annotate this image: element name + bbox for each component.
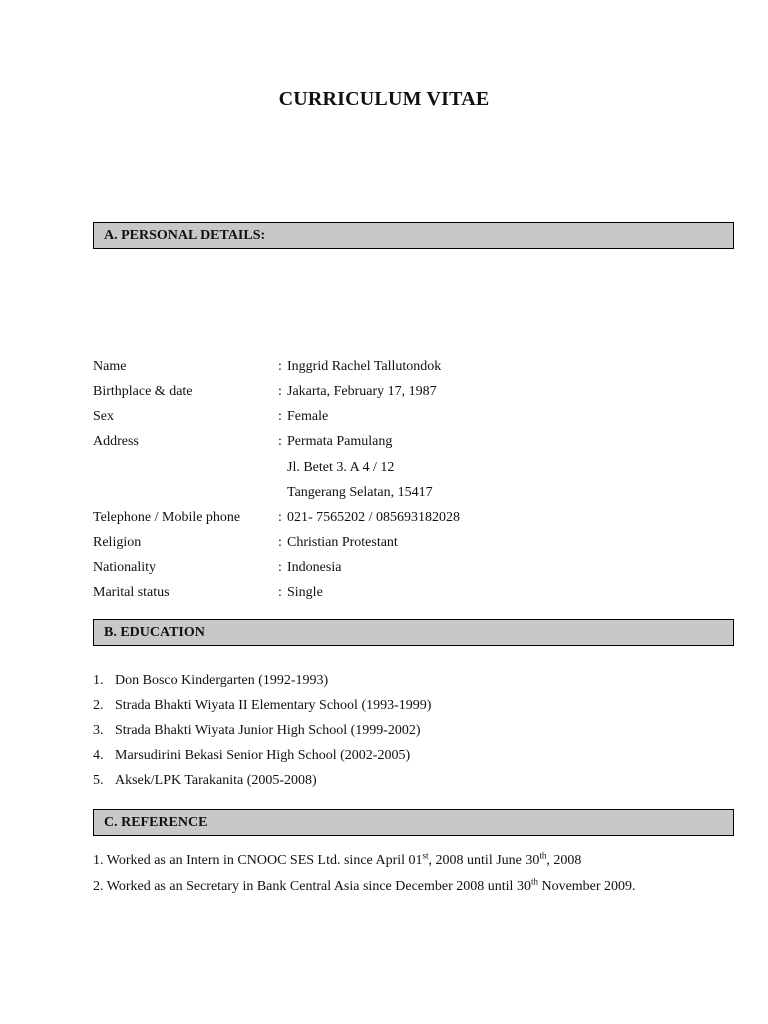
reference-item — [93, 874, 677, 900]
detail-value: Christian Protestant — [287, 535, 398, 550]
detail-row-address — [93, 431, 743, 453]
detail-label: Telephone / Mobile phone — [93, 510, 241, 525]
reference-text: , 2008 until June 30 — [428, 853, 540, 868]
list-number: 1. — [93, 673, 104, 688]
detail-row-phone — [93, 507, 743, 529]
detail-separator: : — [278, 434, 282, 449]
list-number: 2. — [93, 698, 104, 713]
detail-row-name — [93, 356, 743, 378]
detail-value: 021- 7565202 / 085693182028 — [287, 510, 461, 525]
section-title: C. REFERENCE — [104, 815, 208, 830]
detail-row-marital — [93, 582, 743, 604]
section-title: A. PERSONAL DETAILS: — [104, 228, 266, 243]
detail-value: Single — [287, 585, 323, 600]
address-line: Permata Pamulang — [287, 434, 393, 449]
address-line: Tangerang Selatan, 15417 — [287, 485, 433, 500]
section-header-personal-details — [93, 222, 734, 249]
detail-separator: : — [278, 585, 282, 600]
detail-row-birth — [93, 381, 743, 403]
reference-text: November 2009. — [537, 879, 636, 894]
detail-row-address-2 — [93, 457, 743, 479]
ordinal-suffix: th — [539, 850, 547, 861]
list-number: 3. — [93, 723, 104, 738]
reference-text: , 2008 — [546, 853, 582, 868]
education-text: Strada Bhakti Wiyata II Elementary School (1993-1999) — [115, 698, 432, 713]
detail-value: Indonesia — [287, 560, 342, 575]
address-line: Jl. Betet 3. A 4 / 12 — [287, 460, 395, 475]
education-text: Strada Bhakti Wiyata Junior High School (1999-2002) — [115, 723, 421, 738]
detail-value: Inggrid Rachel Tallutondok — [287, 359, 442, 374]
reference-text: 2. Worked as an Secretary in Bank Central Asia since December 2008 until 30 — [93, 879, 531, 894]
reference-text: 1. Worked as an Intern in CNOOC SES Ltd. since April 01 — [93, 853, 423, 868]
list-number: 4. — [93, 748, 104, 763]
detail-label: Religion — [93, 535, 142, 550]
detail-row-nationality — [93, 557, 743, 579]
document-title: CURRICULUM VITAE — [278, 88, 490, 110]
reference-item — [93, 848, 677, 874]
section-header-education — [93, 619, 734, 646]
detail-separator: : — [278, 384, 282, 399]
detail-row-religion — [93, 532, 743, 554]
detail-row-sex — [93, 406, 743, 428]
detail-label: Birthplace & date — [93, 384, 193, 399]
detail-separator: : — [278, 560, 282, 575]
detail-value: Jakarta, February 17, 1987 — [287, 384, 437, 399]
detail-label: Nationality — [93, 560, 156, 575]
detail-separator: : — [278, 409, 282, 424]
detail-separator: : — [278, 510, 282, 525]
list-number: 5. — [93, 773, 104, 788]
detail-value: Female — [287, 409, 329, 424]
ordinal-suffix: th — [530, 876, 538, 887]
detail-label: Marital status — [93, 585, 170, 600]
ordinal-suffix: st — [422, 850, 429, 861]
detail-label: Address — [93, 434, 139, 449]
education-text: Aksek/LPK Tarakanita (2005-2008) — [115, 773, 317, 788]
detail-label: Sex — [93, 409, 114, 424]
detail-separator: : — [278, 535, 282, 550]
section-header-reference — [93, 809, 734, 836]
education-text: Marsudirini Bekasi Senior High School (2002-2005) — [115, 748, 411, 763]
detail-separator: : — [278, 359, 282, 374]
section-title: B. EDUCATION — [104, 625, 205, 640]
detail-row-address-3 — [93, 482, 743, 504]
education-text: Don Bosco Kindergarten (1992-1993) — [115, 673, 329, 688]
detail-label: Name — [93, 359, 127, 374]
